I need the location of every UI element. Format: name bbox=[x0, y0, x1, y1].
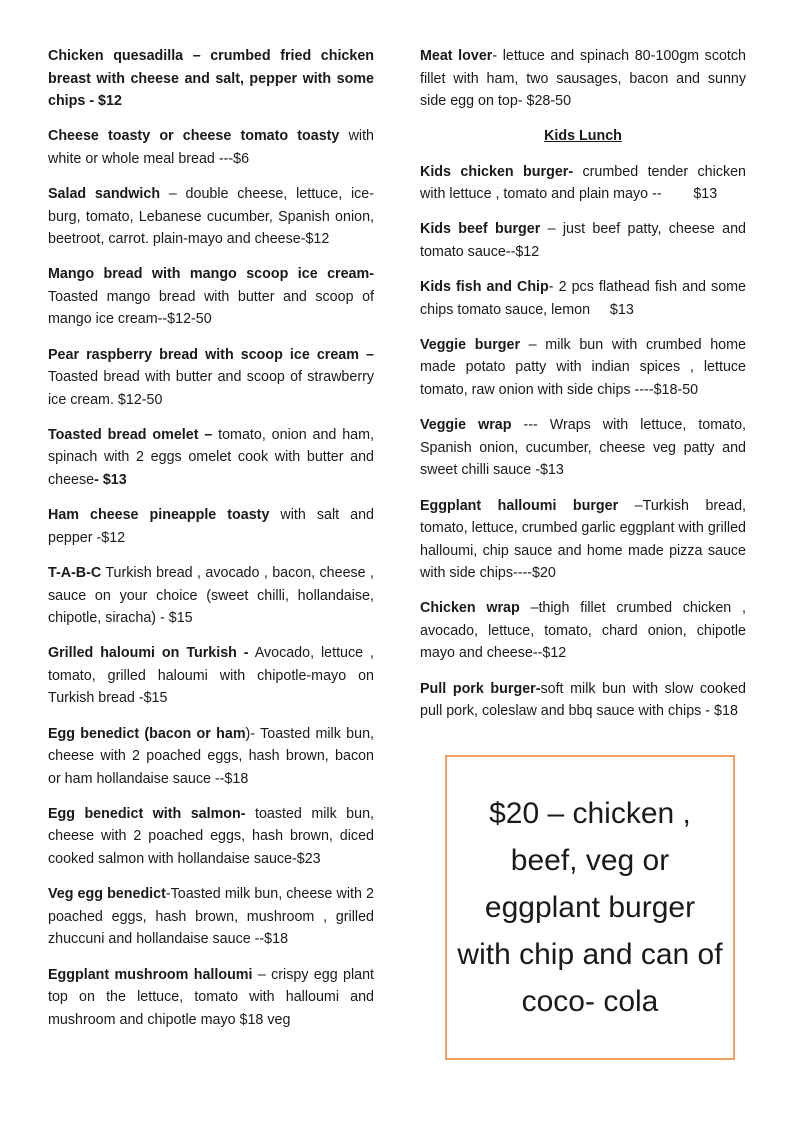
left-menu-column bbox=[48, 45, 374, 1044]
menu-item-name: Veg egg benedict bbox=[48, 886, 166, 903]
menu-item bbox=[420, 161, 750, 206]
menu-item-desc: -Toasted milk bun, cheese with 2 poached eggs, hash brown, mushroom , grilled zhuccuni and hollandaise sauce --$18 bbox=[48, 886, 374, 948]
menu-item-desc: toasted milk bun, cheese with 2 poached eggs, hash brown, diced cooked salmon with hollandaise sauce-$23 bbox=[48, 805, 374, 867]
menu-item-desc: --- Wraps with lettuce, tomato, Spanish onion, cucumber, cheese veg patty and sweet chilli sauce -$13 bbox=[420, 417, 747, 479]
menu-item-price: - $13 bbox=[94, 471, 127, 488]
menu-item-name: Egg benedict (bacon or ham bbox=[48, 725, 246, 742]
menu-item bbox=[48, 562, 374, 630]
menu-item-name: Ham cheese pineapple toasty bbox=[48, 507, 270, 524]
menu-item-desc: –thigh fillet crumbed chicken , avocado, lettuce, tomato, chard onion, chipotle mayo and cheese--$12 bbox=[420, 600, 746, 662]
menu-item bbox=[420, 276, 750, 321]
promo-text: $20 – chicken , beef, veg or eggplant burger with chip and can of coco- cola bbox=[457, 797, 723, 1018]
menu-item-desc: Turkish bread , avocado , bacon, cheese , sauce on your choice (sweet chilli, hollandaise, chipotle, siracha) - $15 bbox=[48, 565, 374, 627]
menu-item-name: Mango bread with mango scoop ice cream- bbox=[48, 266, 374, 283]
menu-item-name: T-A-B-C bbox=[48, 565, 102, 582]
menu-item-desc: Avocado, lettuce , tomato, grilled haloumi with chipotle-mayo on Turkish bread -$15 bbox=[48, 645, 374, 707]
menu-item-desc: Toasted bread with butter and scoop of strawberry ice cream. $12-50 bbox=[48, 369, 374, 408]
menu-item-name: Veggie wrap bbox=[420, 417, 512, 434]
menu-item-name: Egg benedict with salmon- bbox=[48, 805, 246, 822]
menu-item-desc: Toasted mango bread with butter and scoop of mango ice cream--$12-50 bbox=[48, 288, 374, 328]
menu-item-desc: –Turkish bread, tomato, lettuce, crumbed garlic eggplant with grilled halloumi, chip sauce and home made pizza sauce with side chips----$20 bbox=[420, 497, 746, 582]
kids-lunch-heading: Kids Lunch bbox=[544, 128, 622, 145]
menu-item-name: Toasted bread omelet – bbox=[48, 426, 213, 443]
menu-item bbox=[420, 45, 746, 113]
menu-item-name: Eggplant halloumi burger bbox=[420, 497, 619, 514]
promo-box bbox=[445, 755, 735, 1060]
menu-item-name: Veggie burger bbox=[420, 336, 521, 353]
right-menu-column bbox=[420, 45, 750, 735]
menu-item-name: Grilled haloumi on Turkish - bbox=[48, 645, 249, 662]
menu-item-desc: with salt and pepper -$12 bbox=[48, 507, 374, 546]
menu-item bbox=[48, 723, 374, 791]
menu-item-desc: – just beef patty, cheese and tomato sauce--$12 bbox=[420, 221, 746, 260]
menu-item bbox=[420, 678, 746, 723]
menu-item bbox=[48, 344, 374, 412]
menu-item bbox=[48, 263, 374, 331]
menu-item bbox=[48, 424, 374, 492]
menu-item bbox=[48, 964, 374, 1032]
menu-item-name: Kids fish and Chip bbox=[420, 279, 549, 296]
menu-item-desc: – double cheese, lettuce, ice-burg, tomato, Lebanese cucumber, Spanish onion, beetroot, carrot. plain-mayo and cheese-$12 bbox=[48, 186, 374, 248]
menu-item bbox=[48, 883, 374, 951]
menu-item bbox=[48, 125, 374, 170]
menu-item-desc: - 2 pcs flathead fish and some chips tomato sauce, lemon $13 bbox=[420, 279, 750, 318]
menu-item-name: Salad sandwich bbox=[48, 186, 161, 203]
menu-item bbox=[420, 218, 746, 263]
menu-item-desc: - lettuce and spinach 80-100gm scotch fillet with ham, two sausages, bacon and sunny side egg on top- $28-50 bbox=[420, 48, 747, 109]
menu-item-desc: – milk bun with crumbed home made potato patty with indian spices , lettuce tomato, raw onion with side chips ----$18-50 bbox=[420, 336, 746, 398]
menu-item bbox=[48, 45, 374, 113]
menu-item bbox=[420, 597, 746, 665]
menu-item-desc: with white or whole meal bread ---$6 bbox=[48, 128, 374, 167]
menu-item-name: Pear raspberry bread with scoop ice cream – bbox=[48, 346, 374, 363]
menu-item-desc: tomato, onion and ham, spinach with 2 eggs omelet cook with butter and cheese bbox=[48, 426, 374, 488]
menu-item-name: Kids beef burger bbox=[420, 221, 541, 238]
menu-item bbox=[420, 414, 746, 482]
menu-item bbox=[48, 642, 374, 710]
menu-item-name: Meat lover bbox=[420, 48, 493, 64]
menu-item-name: Chicken quesadilla – crumbed fried chicken breast with cheese and salt, pepper with some chips - $12 bbox=[48, 48, 374, 109]
menu-item bbox=[420, 495, 746, 585]
menu-item-name: Kids chicken burger- bbox=[420, 163, 574, 180]
menu-item bbox=[48, 183, 374, 251]
menu-item bbox=[48, 504, 374, 549]
menu-item-name: Cheese toasty or cheese tomato toasty bbox=[48, 128, 340, 145]
menu-item bbox=[420, 334, 746, 402]
menu-item bbox=[48, 803, 374, 871]
menu-item-name: Chicken wrap bbox=[420, 600, 520, 617]
menu-item-desc: )- Toasted milk bun, cheese with 2 poached eggs, hash brown, bacon or ham hollandaise sauce --$18 bbox=[48, 725, 374, 787]
menu-item-name: Pull pork burger- bbox=[420, 680, 541, 697]
menu-item-name: Eggplant mushroom halloumi bbox=[48, 966, 253, 983]
menu-item-desc: – crispy egg plant top on the lettuce, tomato with halloumi and mushroom and chipotle mayo $18 veg bbox=[48, 966, 375, 1028]
menu-item-desc: soft milk bun with slow cooked pull pork, coleslaw and bbq sauce with chips - $18 bbox=[420, 680, 746, 720]
menu-item-desc: crumbed tender chicken with lettuce , tomato and plain mayo -- $13 bbox=[420, 163, 750, 203]
